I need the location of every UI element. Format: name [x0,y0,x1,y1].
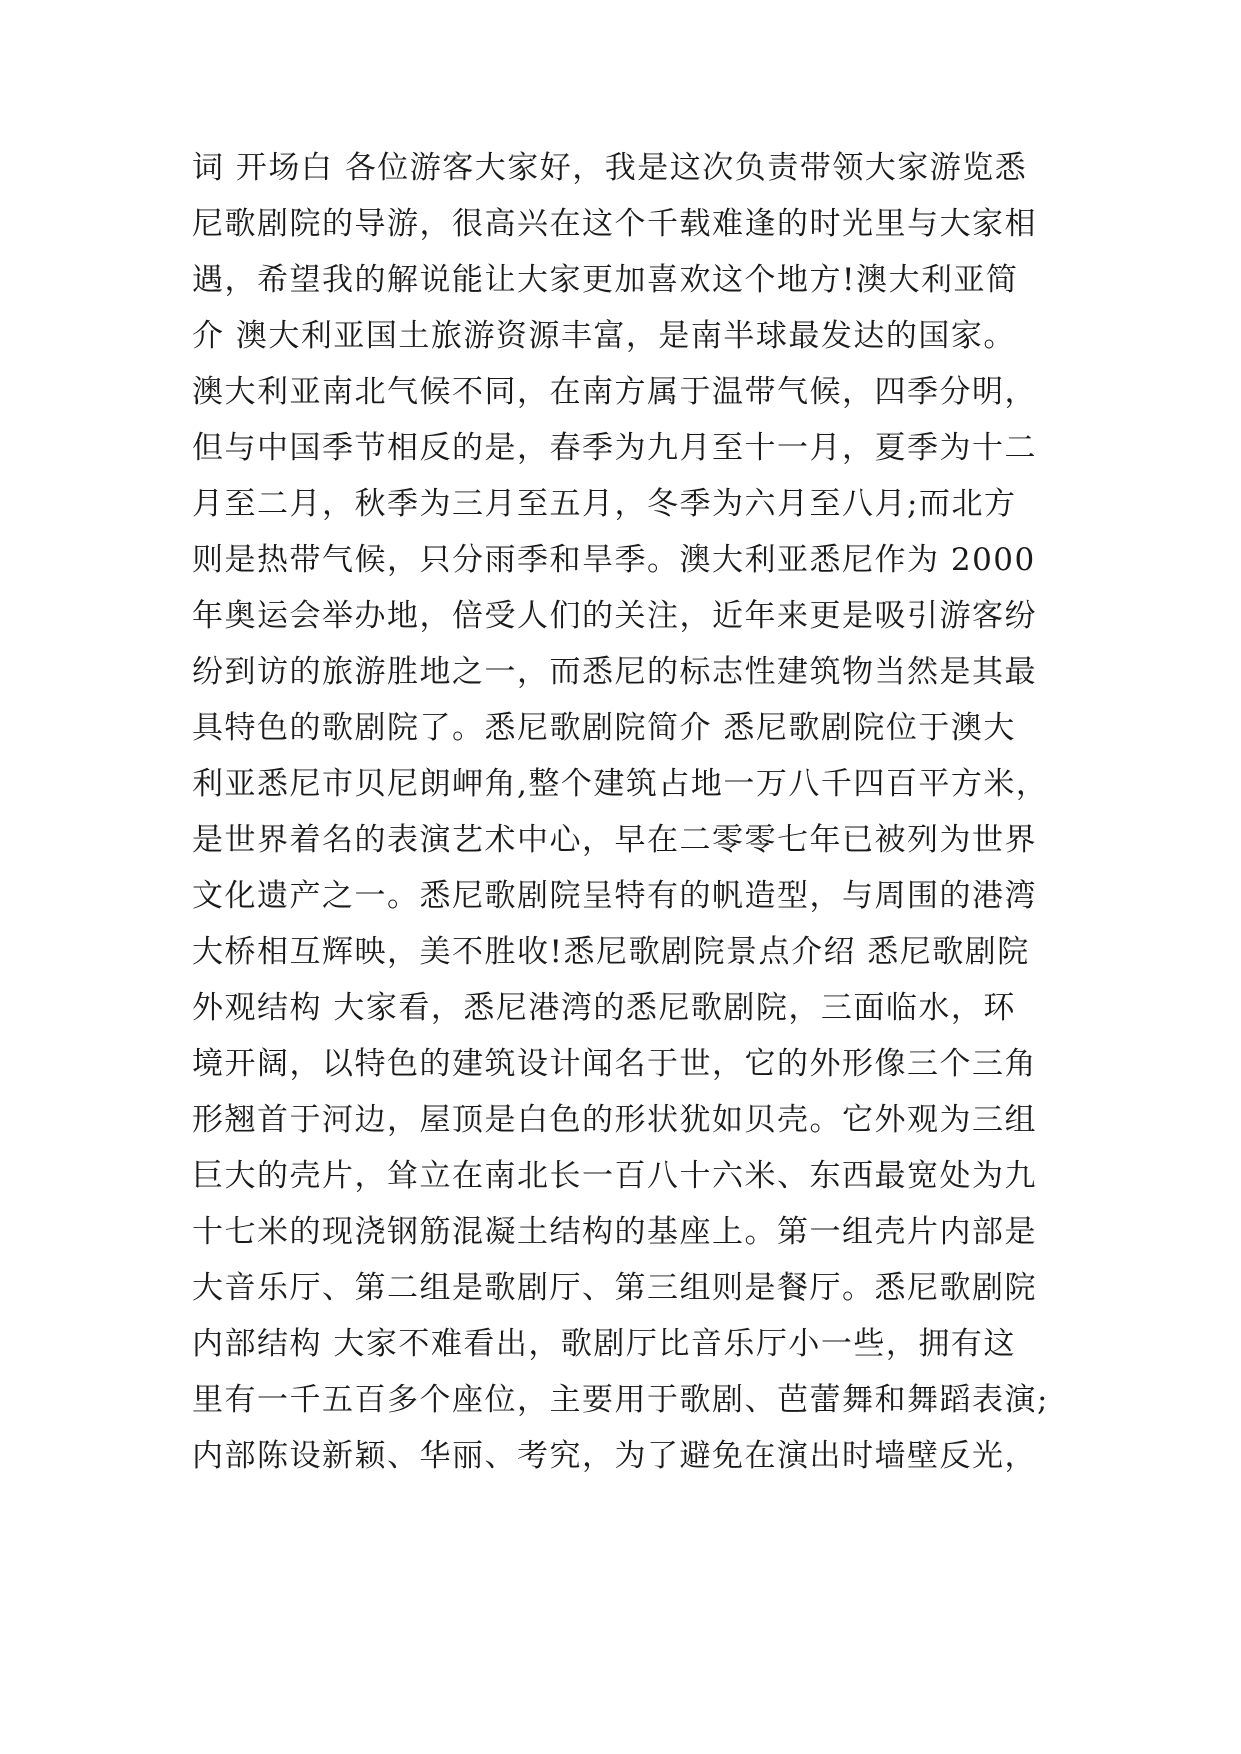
text-line: 内部结构 大家不难看出，歌剧厅比音乐厅小一些，拥有这 [192,1326,1016,1362]
text-line: 澳大利亚南北气候不同，在南方属于温带气候，四季分明， [192,374,1037,410]
text-line: 外观结构 大家看，悉尼港湾的悉尼歌剧院，三面临水，环 [192,990,1016,1026]
text-line: 大音乐厅、第二组是歌剧厅、第三组则是餐厅。悉尼歌剧院 [192,1270,1037,1306]
text-line: 巨大的壳片，耸立在南北长一百八十六米、东西最宽处为九 [192,1158,1037,1194]
text-line: 月至二月，秋季为三月至五月，冬季为六月至八月;而北方 [192,486,1017,522]
text-line: 形翘首于河边，屋顶是白色的形状犹如贝壳。它外观为三组 [192,1102,1037,1138]
text-line: 年奥运会举办地，倍受人们的关注，近年来更是吸引游客纷 [192,598,1037,634]
text-line: 词 开场白 各位游客大家好，我是这次负责带领大家游览悉 [192,150,1028,186]
text-line: 遇，希望我的解说能让大家更加喜欢这个地方!澳大利亚简 [192,262,1019,298]
text-line: 境开阔，以特色的建筑设计闻名于世，它的外形像三个三角 [192,1046,1037,1082]
text-line: 纷到访的旅游胜地之一，而悉尼的标志性建筑物当然是其最 [192,654,1037,690]
text-line: 尼歌剧院的导游，很高兴在这个千载难逢的时光里与大家相 [192,206,1037,242]
text-line: 则是热带气候，只分雨季和旱季。澳大利亚悉尼作为 2000 [192,542,1036,578]
text-line: 利亚悉尼市贝尼朗岬角,整个建筑占地一万八千四百平方米， [192,766,1049,802]
text-line: 但与中国季节相反的是，春季为九月至十一月，夏季为十二 [192,430,1037,466]
text-line: 具特色的歌剧院了。悉尼歌剧院简介 悉尼歌剧院位于澳大 [192,710,1016,746]
body-text [192,140,1072,1484]
text-line: 文化遗产之一。悉尼歌剧院呈特有的帆造型，与周围的港湾 [192,878,1037,914]
text-line: 是世界着名的表演艺术中心，早在二零零七年已被列为世界 [192,822,1037,858]
text-line: 里有一千五百多个座位，主要用于歌剧、芭蕾舞和舞蹈表演; [192,1382,1049,1418]
text-line: 介 澳大利亚国土旅游资源丰富，是南半球最发达的国家。 [192,318,1016,354]
text-line: 大桥相互辉映，美不胜收!悉尼歌剧院景点介绍 悉尼歌剧院 [192,934,1030,970]
text-line: 十七米的现浇钢筋混凝土结构的基座上。第一组壳片内部是 [192,1214,1037,1250]
text-line: 内部陈设新颖、华丽、考究，为了避免在演出时墙壁反光， [192,1438,1037,1474]
